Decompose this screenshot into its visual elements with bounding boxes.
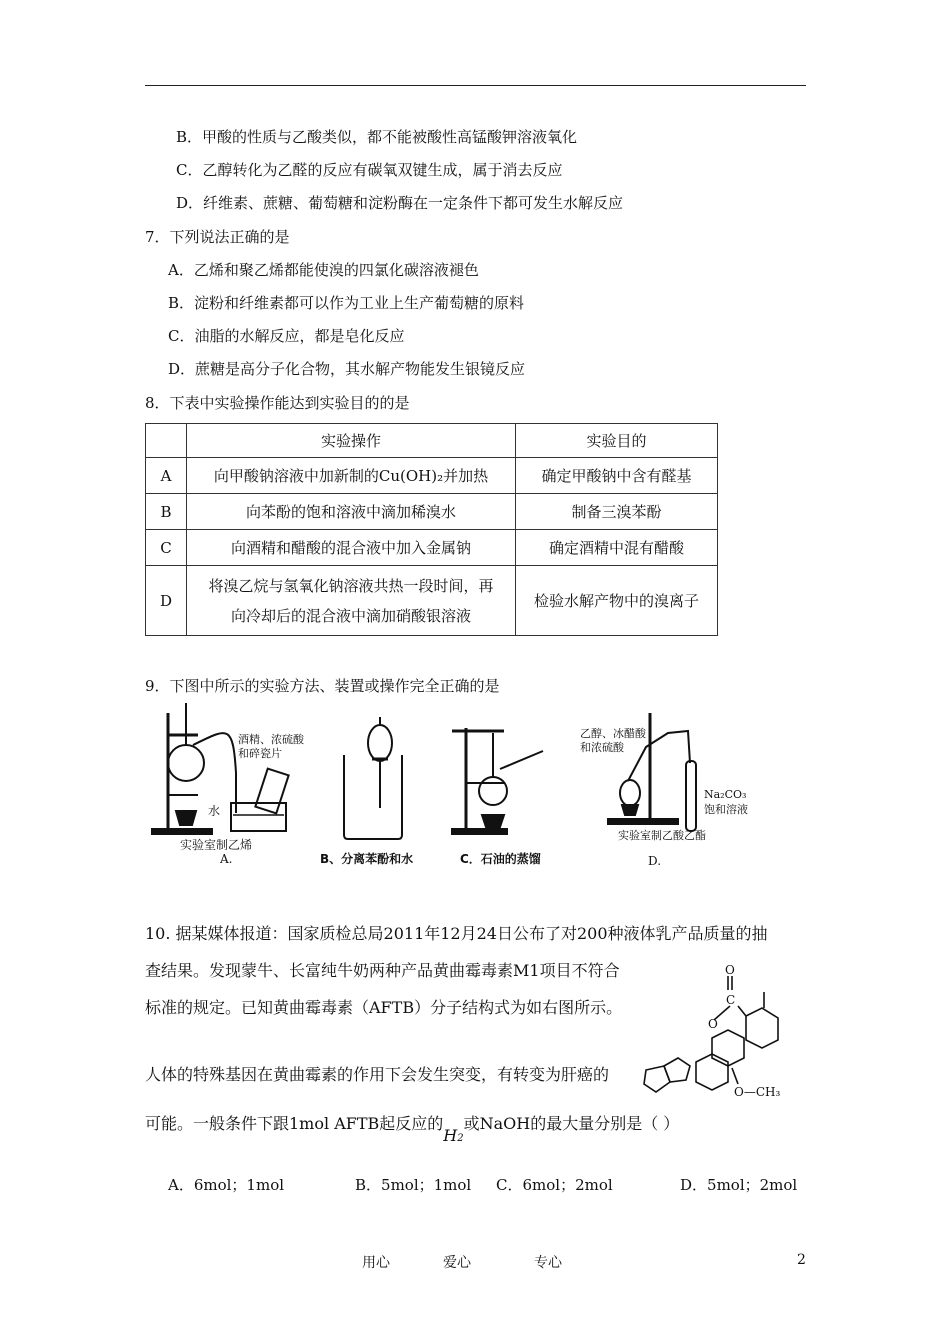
row-key: A bbox=[146, 458, 187, 494]
q7-stem: 7．下列说法正确的是 bbox=[145, 228, 290, 246]
figure-a bbox=[152, 703, 305, 866]
q10-option-b: B．5mol；1mol bbox=[355, 1176, 472, 1194]
q10-option-d: D．5mol；2mol bbox=[680, 1176, 798, 1194]
row-key: C bbox=[146, 530, 187, 566]
q10-option-a: A．6mol；1mol bbox=[168, 1176, 285, 1194]
header-rule bbox=[145, 85, 806, 86]
row-key: B bbox=[146, 494, 187, 530]
table-header-cell: 实验操作 bbox=[187, 424, 516, 458]
q7-option-d: D．蔗糖是高分子化合物，其水解产物能发生银镜反应 bbox=[168, 360, 526, 378]
row-key: D bbox=[146, 566, 187, 636]
q6-option-d: D．纤维素、蔗糖、葡萄糖和淀粉酶在一定条件下都可发生水解反应 bbox=[176, 194, 624, 212]
q10-line-5a: 可能。一般条件下跟1mol AFTB起反应的 bbox=[145, 1114, 444, 1133]
q7-option-c: C．油脂的水解反应，都是皂化反应 bbox=[168, 327, 405, 345]
figure-b bbox=[320, 717, 413, 866]
q7-option-b: B．淀粉和纤维素都可以作为工业上生产葡萄糖的原料 bbox=[168, 294, 525, 312]
q10-option-c: C．6mol；2mol bbox=[496, 1176, 613, 1194]
q10-line-1: 10. 据某媒体报道：国家质检总局2011年12月24日公布了对200种液体乳产品质量的抽 bbox=[145, 924, 768, 943]
fig-d-label-2: 和浓硫酸 bbox=[580, 741, 624, 754]
table-header-row bbox=[146, 424, 718, 458]
fig-d-letter: D. bbox=[648, 854, 662, 868]
footer-word-3: 专心 bbox=[534, 1255, 562, 1271]
q10-line-5b: 或NaOH的最大量分别是（ ） bbox=[463, 1114, 680, 1133]
struct-o-top: O bbox=[725, 963, 735, 977]
fig-d-label-1: 乙醇、冰醋酸 bbox=[580, 727, 646, 740]
fig-b-caption: B、分离苯酚和水 bbox=[320, 852, 414, 866]
fig-a-caption: 实验室制乙烯 bbox=[180, 838, 253, 852]
struct-c: C bbox=[726, 993, 736, 1007]
row-goal: 制备三溴苯酚 bbox=[516, 494, 718, 530]
q6-option-c: C．乙醇转化为乙醛的反应有碳氧双键生成，属于消去反应 bbox=[176, 161, 563, 179]
figure-d bbox=[580, 713, 748, 868]
h2-formula bbox=[443, 1126, 463, 1145]
table-header-cell: 实验目的 bbox=[516, 424, 718, 458]
fig-a-water-label: 水 bbox=[208, 804, 221, 818]
fig-a-label-1: 酒精、浓硫酸 bbox=[238, 733, 304, 746]
row-operation-line: 向冷却后的混合液中滴加硝酸银溶液 bbox=[230, 606, 471, 625]
table-row bbox=[146, 458, 718, 494]
fig-a-letter: A. bbox=[220, 852, 233, 866]
q7-option-a: A．乙烯和聚乙烯都能使溴的四氯化碳溶液褪色 bbox=[168, 261, 479, 279]
row-operation: 向酒精和醋酸的混合液中加入金属钠 bbox=[187, 530, 516, 566]
q8-stem: 8．下表中实验操作能达到实验目的的是 bbox=[145, 394, 410, 412]
q10-line-4: 人体的特殊基因在黄曲霉素的作用下会发生突变，有转变为肝癌的 bbox=[145, 1065, 610, 1084]
q9-stem: 9．下图中所示的实验方法、装置或操作完全正确的是 bbox=[145, 677, 500, 695]
aftb-structure bbox=[642, 962, 792, 1112]
figure-c bbox=[452, 728, 543, 866]
fig-a-label-2: 和碎瓷片 bbox=[238, 747, 282, 760]
row-goal: 确定酒精中混有醋酸 bbox=[516, 530, 718, 566]
fig-d-solution-label: 饱和溶液 bbox=[704, 803, 748, 816]
q10-line-5 bbox=[145, 1114, 680, 1145]
row-operation-line: 将溴乙烷与氢氧化钠溶液共热一段时间，再 bbox=[208, 576, 494, 595]
row-operation bbox=[187, 566, 516, 636]
table-header-cell bbox=[146, 424, 187, 458]
q10-line-2: 查结果。发现蒙牛、长富纯牛奶两种产品黄曲霉毒素M1项目不符合 bbox=[145, 961, 620, 980]
row-goal: 确定甲酸钠中含有醛基 bbox=[516, 458, 718, 494]
struct-o-methyl: O—CH₃ bbox=[734, 1085, 781, 1099]
q6-option-b: B．甲酸的性质与乙酸类似，都不能被酸性高锰酸钾溶液氧化 bbox=[176, 128, 578, 146]
row-operation: 向苯酚的饱和溶液中滴加稀溴水 bbox=[187, 494, 516, 530]
struct-o-ring: O bbox=[708, 1017, 718, 1031]
footer-word-2: 爱心 bbox=[443, 1255, 471, 1271]
page-number: 2 bbox=[797, 1252, 806, 1268]
q9-apparatus-figures bbox=[148, 703, 760, 873]
fig-c-caption: C．石油的蒸馏 bbox=[460, 852, 541, 866]
table-row bbox=[146, 566, 718, 636]
table-row bbox=[146, 530, 718, 566]
row-operation: 向甲酸钠溶液中加新制的Cu(OH)₂并加热 bbox=[187, 458, 516, 494]
h2-symbol: H bbox=[443, 1126, 458, 1145]
table-row bbox=[146, 494, 718, 530]
row-goal: 检验水解产物中的溴离子 bbox=[516, 566, 718, 636]
q8-table bbox=[145, 423, 718, 636]
footer-word-1: 用心 bbox=[362, 1255, 390, 1271]
h2-subscript: 2 bbox=[457, 1133, 464, 1144]
fig-d-caption: 实验室制乙酸乙酯 bbox=[618, 829, 706, 842]
fig-d-na2co3-label: Na₂CO₃ bbox=[704, 788, 747, 801]
q10-line-3: 标准的规定。已知黄曲霉毒素（AFTB）分子结构式为如右图所示。 bbox=[145, 998, 623, 1017]
